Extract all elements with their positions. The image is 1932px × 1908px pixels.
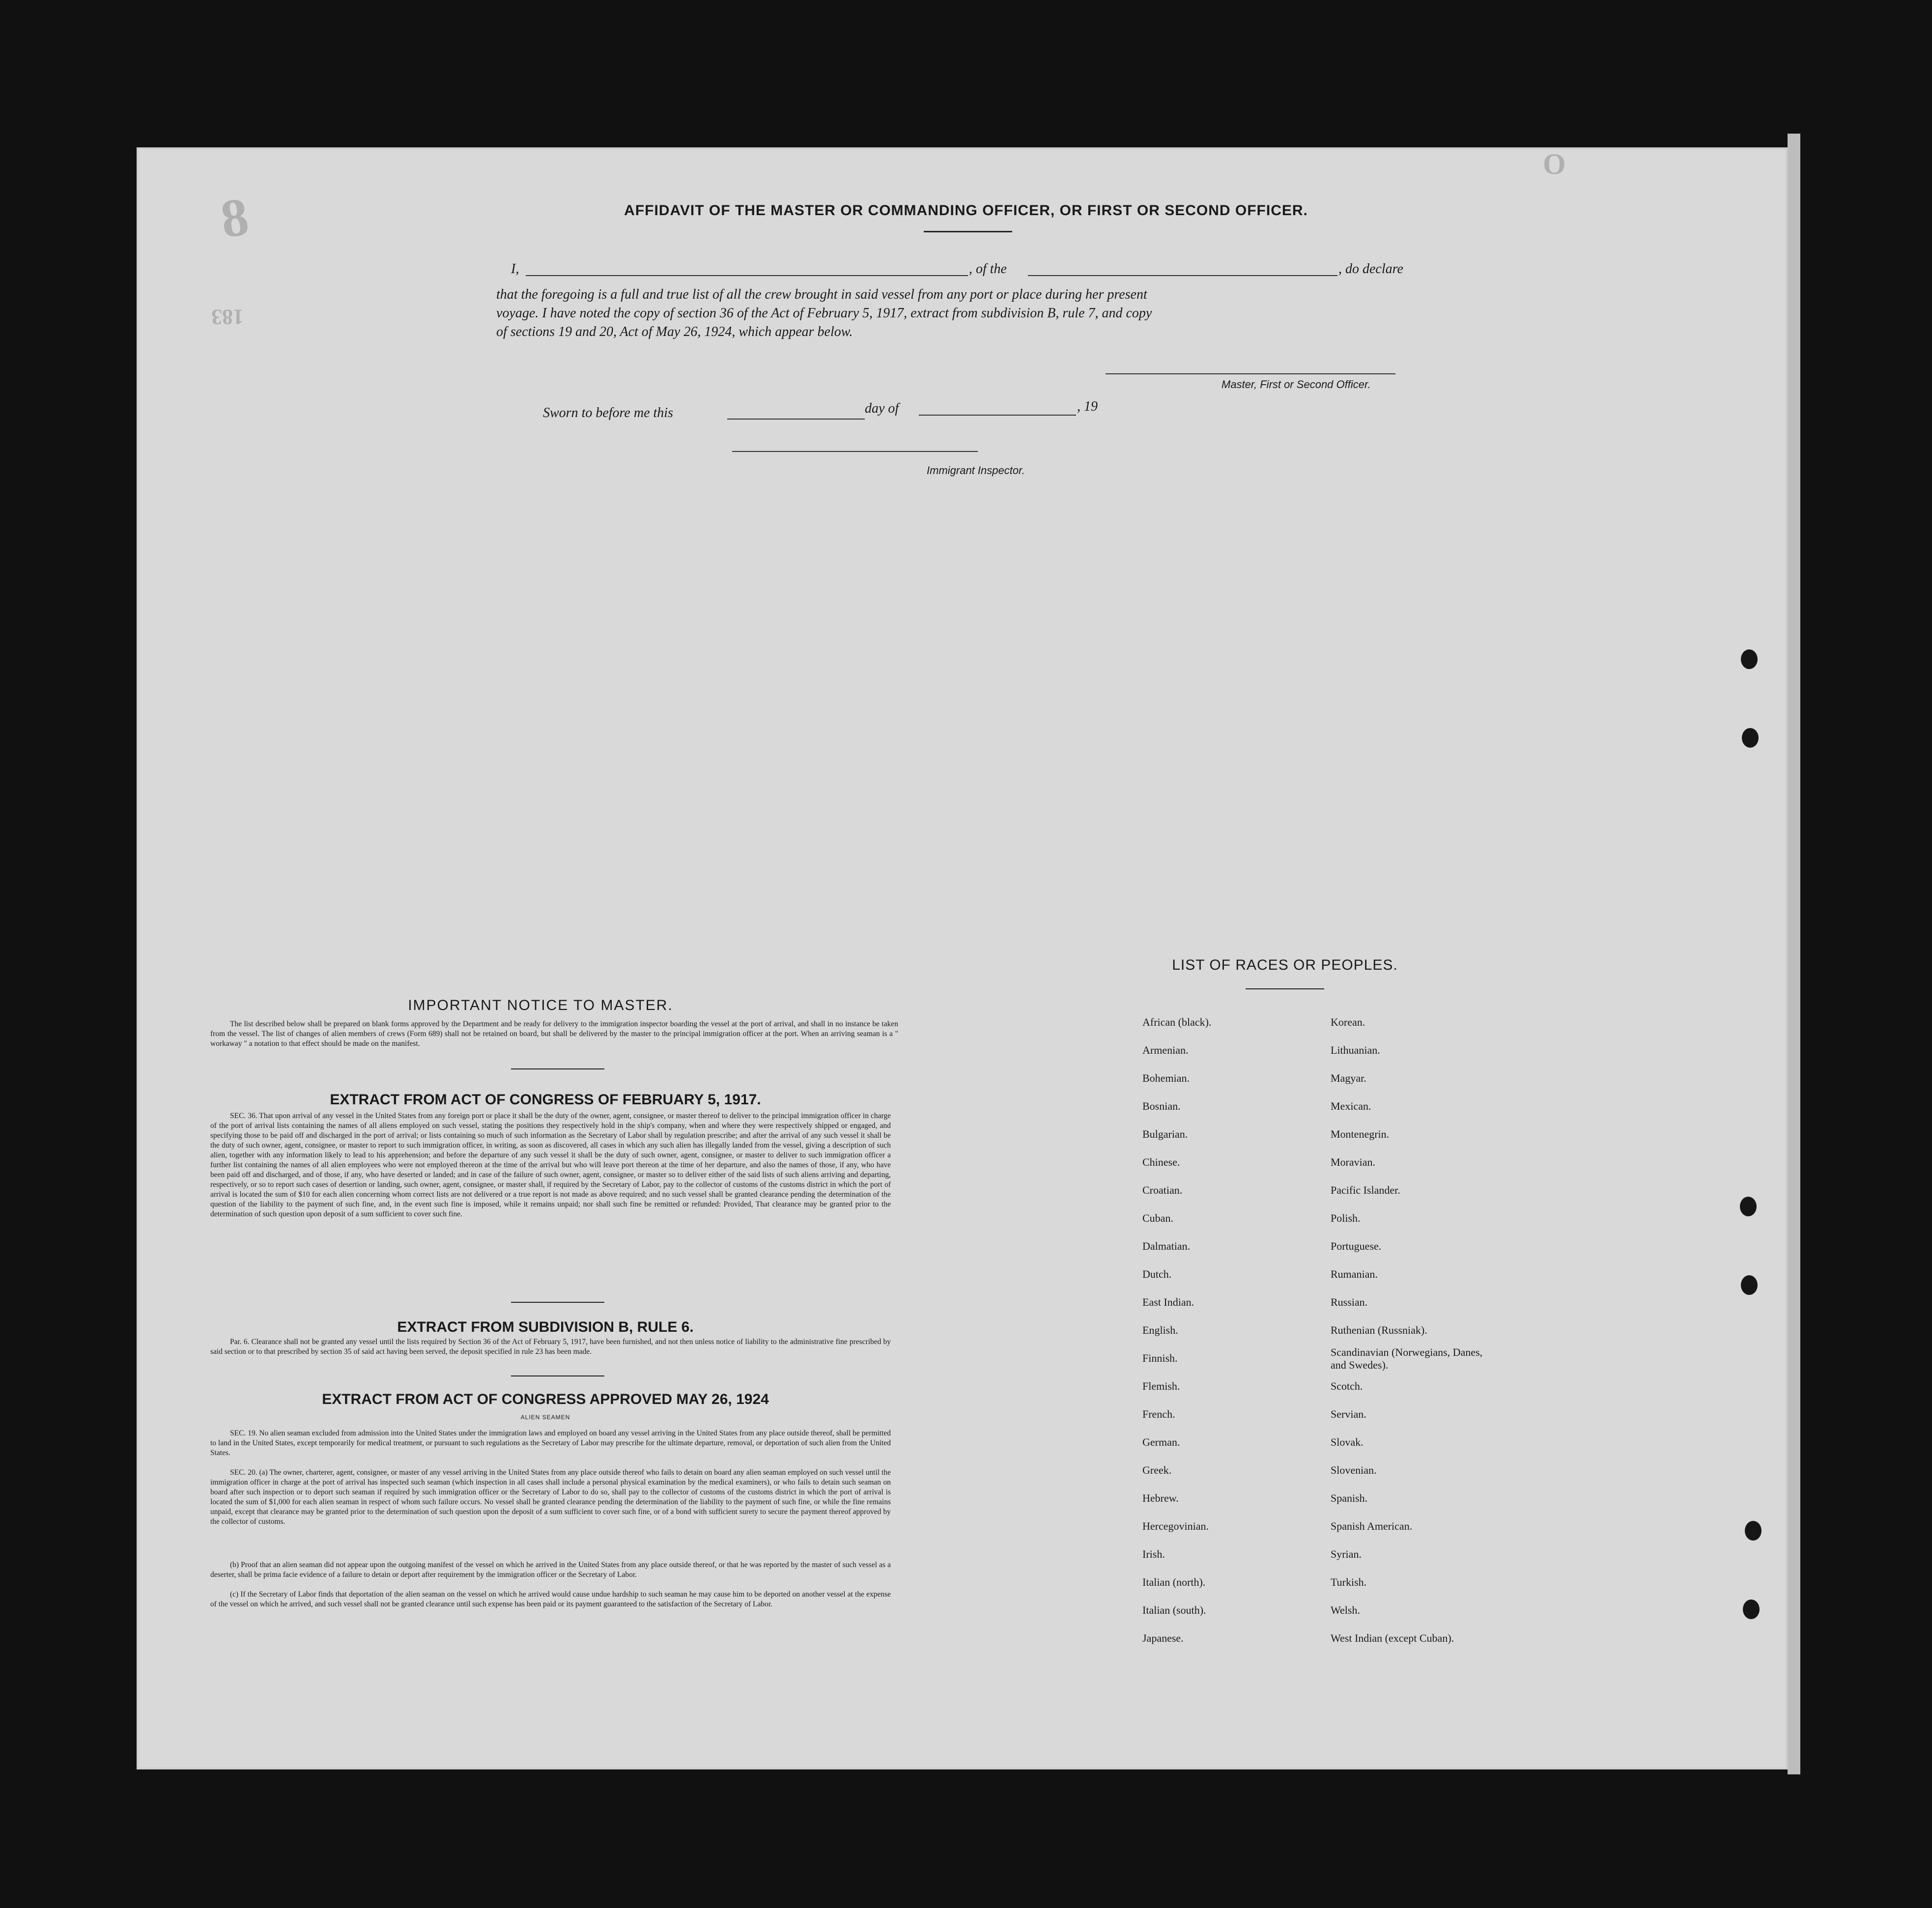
race-item: Hebrew. <box>1142 1492 1179 1504</box>
notice-body: The list described below shall be prepared on blank forms approved by the Department and be ready for delivery to the immigration inspector boarding the vessel at the port of arrival, and shall in no instance be taken from the vessel. The list of changes of alien members of crews (Form 689) shall not be retained on board, but shall be delivered by the master to the principal immigration officer at the port. When an arriving seaman is a " workaway " a notation to that effect should be made on the manifest. <box>210 1020 898 1048</box>
race-item: Lithuanian. <box>1331 1044 1380 1056</box>
sworn-day-blank <box>727 419 865 420</box>
race-item: African (black). <box>1142 1016 1212 1028</box>
race-item: Moravian. <box>1331 1156 1376 1168</box>
race-item: Montenegrin. <box>1331 1128 1390 1140</box>
affidavit-of-the-label: , of the <box>969 261 1007 277</box>
rule6-body: Par. 6. Clearance shall not be granted any vessel until the lists required by Section 36 of the Act of February 5, 1917, have been furnished, and not then unless notice of liability to the administrative fine prescribed by said section or to that prescribed by section 35 of said act having been served, the deposit specified in rule 23 has been made. <box>210 1338 891 1356</box>
race-item: Bulgarian. <box>1142 1128 1188 1140</box>
title-divider <box>924 231 1012 232</box>
race-item: Irish. <box>1142 1548 1165 1560</box>
race-item: Mexican. <box>1331 1100 1371 1112</box>
race-item: Welsh. <box>1331 1604 1360 1616</box>
race-item: Dalmatian. <box>1142 1240 1191 1252</box>
race-item: Pacific Islander. <box>1331 1184 1400 1196</box>
punch-hole <box>1742 728 1759 748</box>
affidavit-statement-line: voyage. I have noted the copy of section 36 of the Act of February 5, 1917, extract from subdivision B, rule 7, and copy <box>496 306 1152 321</box>
punch-hole <box>1743 1599 1760 1619</box>
page-number-mark: 8 <box>217 186 253 250</box>
race-item: Russian. <box>1331 1296 1368 1308</box>
master-signature-line <box>1106 373 1395 374</box>
extract-1924-sec20c: (c) If the Secretary of Labor finds that deportation of the alien seaman on the vessel on which he arrived would cause undue hardship to such seaman he may cause him to be deported on another vessel at the expense of the vessel on which he arrived, and such vessel shall not be granted clearance until such expense has been paid or its payment guaranteed to the satisfaction of the Secretary of Labor. <box>210 1590 891 1608</box>
race-item: Scotch. <box>1331 1380 1363 1392</box>
inspector-label: Immigrant Inspector. <box>927 464 1025 477</box>
race-item: French. <box>1142 1408 1175 1420</box>
race-item: Polish. <box>1331 1212 1361 1224</box>
year-label: , 19 <box>1077 399 1098 414</box>
extract-1917-body: SEC. 36. That upon arrival of any vessel in the United States from any foreign port or place it shall be the duty of the owner, agent, consignee, or master thereof to deliver to the principal immigration officer in charge of the port of arrival lists containing the names of all aliens employed on such vessel, stating the positions they respectively hold in the ship's company, when and where they were respectively shipped or engaged, and specifying those to be paid off and discharged in the port of arrival; or lists containing so much of such information as the Secretary of Labor shall by regulation prescribe; and after the arrival of any such vessel it shall be the duty of such owner, agent, consignee, or master to report to such immigration officer, in writing, as soon as discovered, all cases in which any such alien has illegally landed from the vessel, giving a description of such alien, together with any information likely to lead to his apprehension; and before the departure of any such vessel it shall be the duty of such owner, agent, consignee, or master to deliver to such immigration officer a further list containing the names of all alien employees who were not employed thereon at the time of the arrival but who will leave port thereon at the time of her departure, and also the names of those, if any, who have been paid off and discharged, and of those, if any, who have deserted or landed; and in case of the failure of such owner, agent, consignee, or master so to deliver either of the said lists of such aliens arriving and departing, respectively, or so to report such cases of desertion or landing, such owner, agent, consignee, or master shall, if required by the Secretary of Labor, pay to the collector of customs of the customs district in which the port of arrival is located the sum of $10 for each alien concerning whom correct lists are not delivered or a true report is not made as above required; and no such vessel shall be granted clearance pending the determination of the question of the liability to the payment of such fine, and, in the event such fine is imposed, while it remains unpaid; nor shall such fine be remitted or refunded: Provided, That clearance may be granted prior to the determination of such question upon deposit of a sum sufficient to cover such fine. <box>210 1112 891 1218</box>
page-edge <box>1788 134 1800 1774</box>
race-item: Turkish. <box>1331 1576 1367 1588</box>
race-item: Slovak. <box>1331 1436 1364 1448</box>
race-item: Syrian. <box>1331 1548 1362 1560</box>
punch-hole <box>1745 1521 1762 1541</box>
punch-hole <box>1741 1275 1758 1295</box>
race-item: German. <box>1142 1436 1180 1448</box>
extract-1917-title: EXTRACT FROM ACT OF CONGRESS OF FEBRUARY 5, 1917. <box>330 1092 761 1108</box>
name-blank <box>526 275 968 276</box>
corner-letter-mark: O <box>1543 148 1566 180</box>
section-divider <box>511 1068 604 1069</box>
race-item: Japanese. <box>1142 1632 1184 1644</box>
race-item: West Indian (except Cuban). <box>1331 1632 1454 1644</box>
extract-1924-sec20b: (b) Proof that an alien seaman did not appear upon the outgoing manifest of the vessel on which he arrived in the United States from any place outside thereof, or that he was reported by the master of such vessel as a deserter, shall be prima facie evidence of a failure to detain or deport after requirement by the immigration officer or the Secretary of Labor. <box>210 1561 891 1579</box>
sworn-label: Sworn to before me this <box>543 405 673 421</box>
race-item: Armenian. <box>1142 1044 1189 1056</box>
race-item: Chinese. <box>1142 1156 1180 1168</box>
race-item: Greek. <box>1142 1464 1172 1476</box>
races-title: LIST OF RACES OR PEOPLES. <box>1172 957 1398 973</box>
race-item: Magyar. <box>1331 1072 1366 1084</box>
extract-1924-sec20a: SEC. 20. (a) The owner, charterer, agent, consignee, or master of any vessel arriving in the United States from any place outside thereof who fails to detain on board any alien seaman employed on such vessel until the immigration officer in charge at the port of arrival has inspected such seaman (which inspection in all cases shall include a personal physical examination by the medical examiners), or who fails to detain such seaman on board after such inspection or to deport such seaman if required by such immigration officer or the Secretary of Labor to do so, shall pay to the collector of customs of the customs district in which the port of arrival is located the sum of $1,000 for each alien seaman in respect of whom such failure occurs. No vessel shall be granted clearance pending the determination of the liability to the payment of such fine, or while the fine remains unpaid, except that clearance may be granted prior to the determination of such question upon the deposit of a sum sufficient to cover such fine, or of a bond with sufficient surety to secure the payment thereof approved by the collector of customs. <box>210 1468 891 1526</box>
rule6-title: EXTRACT FROM SUBDIVISION B, RULE 6. <box>397 1319 694 1335</box>
section-divider <box>511 1375 604 1376</box>
race-item: Bohemian. <box>1142 1072 1190 1084</box>
races-title-divider <box>1246 988 1324 989</box>
sworn-month-blank <box>919 415 1076 416</box>
races-left-column <box>1142 1008 1329 1652</box>
extract-1924-subtitle: ALIEN SEAMEN <box>520 1414 570 1421</box>
race-item: Dutch. <box>1142 1268 1172 1280</box>
extract-1924-sec19: SEC. 19. No alien seaman excluded from admission into the United States under the immigration laws and employed on board any vessel arriving in the United States from any place outside thereof, shall be permitted to land in the United States, except temporarily for medical treatment, or pursuant to such regulations as the Secretary of Labor may prescribe for the ultimate departure, removal, or deportation of such alien from the United States. <box>210 1429 891 1457</box>
race-item: Finnish. <box>1142 1352 1178 1364</box>
punch-hole <box>1740 1197 1757 1216</box>
punch-hole <box>1741 649 1758 669</box>
inspector-signature-line <box>732 451 978 452</box>
race-item: Servian. <box>1331 1408 1366 1420</box>
affidavit-i-label: I, <box>511 261 519 277</box>
races-right-column <box>1331 1008 1552 1652</box>
affidavit-declare-label: , do declare <box>1338 261 1403 277</box>
race-item: Scandinavian (Norwegians, Danes, and Swedes). <box>1331 1346 1483 1371</box>
affidavit-title: AFFIDAVIT OF THE MASTER OR COMMANDING OFFICER, OR FIRST OR SECOND OFFICER. <box>624 202 1308 219</box>
race-item: Ruthenian (Russniak). <box>1331 1324 1427 1336</box>
affidavit-statement-line: that the foregoing is a full and true list of all the crew brought in said vessel from any port or place during her present <box>496 287 1147 302</box>
race-item: Croatian. <box>1142 1184 1183 1196</box>
race-item: Spanish. <box>1331 1492 1368 1504</box>
race-item: Bosnian. <box>1142 1100 1181 1112</box>
section-divider <box>511 1302 604 1303</box>
race-item: English. <box>1142 1324 1178 1336</box>
vessel-blank <box>1028 275 1337 276</box>
extract-1924-title: EXTRACT FROM ACT OF CONGRESS APPROVED MAY 26, 1924 <box>322 1391 769 1407</box>
race-item: Spanish American. <box>1331 1520 1413 1532</box>
race-item: Slovenian. <box>1331 1464 1377 1476</box>
race-item: Hercegovinian. <box>1142 1520 1209 1532</box>
race-item: Cuban. <box>1142 1212 1173 1224</box>
vertical-number-mark: 183 <box>211 305 244 329</box>
master-signature-label: Master, First or Second Officer. <box>1222 378 1371 391</box>
race-item: Rumanian. <box>1331 1268 1378 1280</box>
race-item: Italian (south). <box>1142 1604 1206 1616</box>
day-of-label: day of <box>865 401 899 416</box>
race-item: Flemish. <box>1142 1380 1180 1392</box>
notice-title: IMPORTANT NOTICE TO MASTER. <box>408 997 673 1013</box>
affidavit-statement-line: of sections 19 and 20, Act of May 26, 1924, which appear below. <box>496 324 853 339</box>
race-item: East Indian. <box>1142 1296 1194 1308</box>
race-item: Korean. <box>1331 1016 1365 1028</box>
race-item: Portuguese. <box>1331 1240 1382 1252</box>
race-item: Italian (north). <box>1142 1576 1206 1588</box>
